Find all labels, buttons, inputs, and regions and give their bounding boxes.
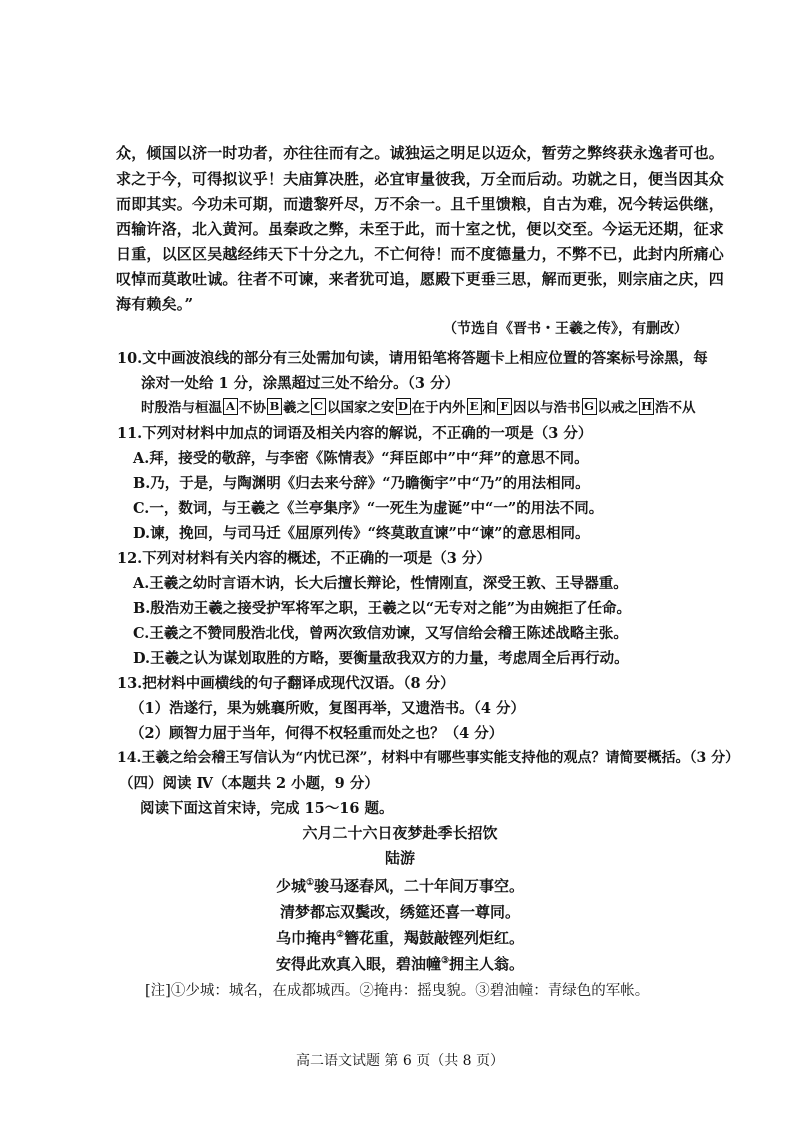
q10-segment: 以戒之 <box>597 400 638 416</box>
poem-line <box>0 901 800 922</box>
poem-title: 六月二十六日夜梦赴季长招饮 <box>302 824 498 842</box>
poem-author: 陆游 <box>384 849 415 867</box>
page-footer: 高二语文试题 第 6 页（共 8 页） <box>295 1053 505 1069</box>
poem-text: 安得此欢真入眼，碧油幢 <box>275 955 441 973</box>
q10-segment: 不协 <box>239 400 266 416</box>
q10-mark-box[interactable]: G <box>582 398 597 415</box>
section-heading: （四）阅读 Ⅳ（本题共 2 小题，9 分） <box>119 775 379 792</box>
q11-stem: 11.下列对材料中加点的词语及相关内容的解说，不正确的一项是（3 分） <box>117 425 593 442</box>
poem-text: 乌巾掩冉 <box>275 929 336 947</box>
q13-item-1: （1）浩遂行，果为姚襄所败，复图再举，又遗浩书。（4 分） <box>130 700 525 717</box>
poem-text: 少城 <box>275 877 306 895</box>
q12-stem: 12.下列对材料有关内容的概述，不正确的一项是（3 分） <box>117 550 491 567</box>
poem-text: 骏马逐春风，二十年间万事空。 <box>314 877 525 895</box>
footnote-marker: ③ <box>440 956 450 966</box>
q10-segment: 羲之 <box>283 400 310 416</box>
q10-segment: 在于内外 <box>411 400 466 416</box>
passage-line: 叹悼而莫敢吐诚。往者不可谏，来者犹可追，愿殿下更垂三思，解而更张，则宗庙之庆，四 <box>116 270 725 288</box>
q12-option-d: D.王羲之认为谋划取胜的方略，要衡量敌我双方的力量，考虑周全后再行动。 <box>133 650 629 667</box>
q10-punctuation-line <box>141 396 696 416</box>
q10-segment: 和 <box>482 400 496 416</box>
poem-notes: [注]①少城：城名，在成都城西。②掩冉：摇曳貌。③碧油幢：青绿色的军帐。 <box>145 983 650 999</box>
poem-line <box>0 875 800 896</box>
poem-text: 拥主人翁。 <box>449 955 525 973</box>
q11-option-b: B.乃，于是，与陶渊明《归去来兮辞》“乃瞻衡宇”中“乃”的用法相同。 <box>133 475 590 492</box>
poem-text: 清梦都忘双鬓改，绣筵还喜一尊同。 <box>279 903 520 921</box>
poem-text: 簪花重，羯鼓敲铿列炬红。 <box>344 929 525 947</box>
q11-option-a: A.拜，接受的敬辞，与李密《陈情表》“拜臣郎中”中“拜”的意思不同。 <box>133 450 589 467</box>
q11-option-d: D.谏，挽回，与司马迁《屈原列传》“终莫敢直谏”中“谏”的意思相同。 <box>133 525 590 542</box>
q11-option-c: C.一，数词，与王羲之《兰亭集序》“一死生为虚诞”中“一”的用法不同。 <box>133 500 604 517</box>
q12-option-c: C.王羲之不赞同殷浩北伐，曾两次致信劝谏，又写信给会稽王陈述战略主张。 <box>133 625 628 642</box>
passage-line: 众，倾国以济一时功者，亦往往而有之。诚独运之明足以迈众，暂劳之弊终获永逸者可也。 <box>116 144 725 162</box>
passage-line: 海有赖矣。” <box>116 295 194 313</box>
q10-segment: 浩不从 <box>655 400 696 416</box>
q10-mark-box[interactable]: A <box>223 398 238 415</box>
q10-mark-box[interactable]: C <box>311 398 326 415</box>
footnote-marker: ① <box>305 878 315 888</box>
passage-line: 求之于今，可得拟议乎！夫庙算决胜，必宜审量彼我，万全而后动。功就之日，便当因其众 <box>116 170 725 188</box>
q13-item-2: （2）顾智力屈于当年，何得不权轻重而处之也？（4 分） <box>130 725 504 742</box>
q14-stem: 14.王羲之给会稽王写信认为“内忧已深”，材料中有哪些事实能支持他的观点？请简要概括。（3 分） <box>117 750 740 766</box>
section-intro: 阅读下面这首宋诗，完成 15～16 题。 <box>140 800 394 817</box>
passage-line: 而即其实。今功未可期，而遗黎歼尽，万不余一。且千里馈粮，自古为难，况今转运供继， <box>116 195 725 213</box>
q12-option-b: B.殷浩劝王羲之接受护军将军之职，王羲之以“无专对之能”为由婉拒了任命。 <box>133 600 631 617</box>
poem-line <box>0 927 800 948</box>
q12-option-a: A.王羲之幼时言语木讷，长大后擅长辩论，性情刚直，深受王敦、王导器重。 <box>133 575 628 592</box>
q10-mark-box[interactable]: E <box>467 398 482 415</box>
q10-stem: 10.文中画波浪线的部分有三处需加句读，请用铅笔将答题卡上相应位置的答案标号涂黑，每 <box>117 350 708 367</box>
q10-segment: 时殷浩与桓温 <box>141 400 222 416</box>
q10-mark-box[interactable]: D <box>396 398 411 415</box>
passage-source: （节选自《晋书・王羲之传》，有删改） <box>443 321 688 337</box>
q10-mark-box[interactable]: F <box>497 398 512 415</box>
q10-stem-cont: 涂对一处给 1 分，涂黑超过三处不给分。（3 分） <box>141 375 460 392</box>
q10-segment: 因以与浩书 <box>513 400 581 416</box>
poem-line <box>0 953 800 974</box>
passage-line: 西输许洛，北入黄河。虽秦政之弊，未至于此，而十室之忧，便以交至。今运无还期，征求 <box>116 220 725 238</box>
q10-segment: 以国家之安 <box>327 400 395 416</box>
passage-line: 日重，以区区吴越经纬天下十分之九，不亡何待！而不度德量力，不弊不已，此封内所痛心 <box>116 245 725 263</box>
q10-mark-box[interactable]: H <box>639 398 654 415</box>
q10-mark-box[interactable]: B <box>267 398 282 415</box>
footnote-marker: ② <box>335 930 345 940</box>
q13-stem: 13.把材料中画横线的句子翻译成现代汉语。（8 分） <box>117 675 455 692</box>
